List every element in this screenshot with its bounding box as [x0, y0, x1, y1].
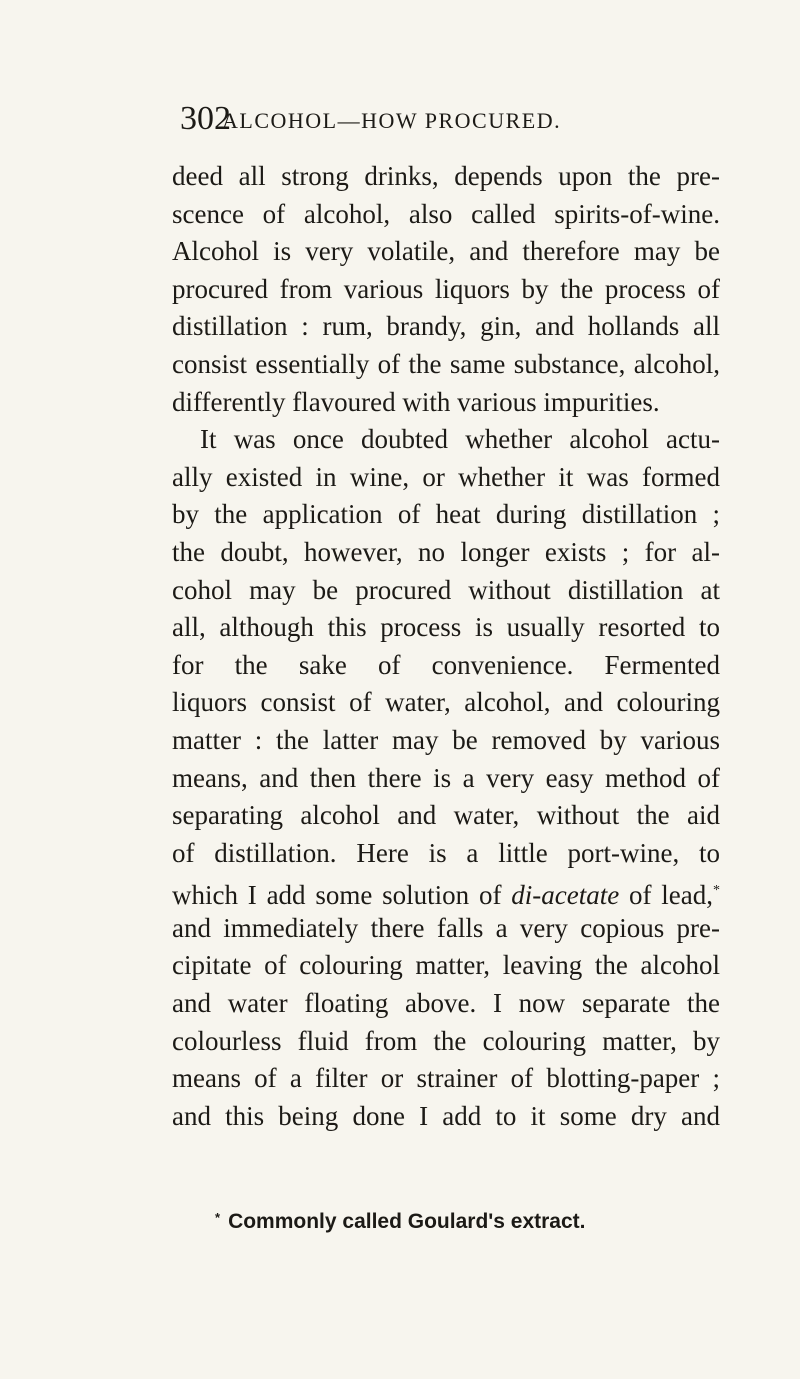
- text-segment: of lead,: [619, 880, 713, 911]
- page-header: [180, 100, 740, 140]
- text-line: the doubt, however, no longer exists ; for al-: [172, 536, 720, 567]
- text-line: and immediately there falls a very copious pre-: [172, 912, 720, 943]
- text-segment: which I add some solution of: [172, 880, 512, 911]
- text-line: and water floating above. I now separate the: [172, 988, 720, 1019]
- text-line: liquors consist of water, alcohol, and colouring: [172, 687, 720, 718]
- text-line: consist essentially of the same substance, alcohol,: [172, 348, 720, 379]
- text-line: colourless fluid from the colouring matter, by: [172, 1025, 720, 1056]
- text-line: separating alcohol and water, without the aid: [172, 800, 720, 831]
- footnote-reference[interactable]: *: [713, 883, 720, 899]
- footnote: [215, 1210, 586, 1234]
- text-line: cohol may be procured without distillation at: [172, 574, 720, 605]
- page-number: 302: [180, 100, 231, 137]
- text-line: distillation : rum, brandy, gin, and hollands all: [172, 311, 720, 342]
- text-line: by the application of heat during distillation ;: [172, 499, 720, 530]
- text-line: means of a filter or strainer of blotting-paper ;: [172, 1063, 720, 1094]
- text-line: deed all strong drinks, depends upon the pre-: [172, 161, 720, 191]
- text-line: cipitate of colouring matter, leaving the alcohol: [172, 950, 720, 981]
- text-line: and this being done I add to it some dry and: [172, 1100, 720, 1131]
- footnote-text: Commonly called Goulard's extract.: [228, 1210, 586, 1233]
- paragraph-start-line: It was once doubted whether alcohol actu-: [200, 424, 720, 455]
- text-line: scence of alcohol, also called spirits-of-wine.: [172, 198, 720, 229]
- text-line: procured from various liquors by the process of: [172, 273, 720, 304]
- text-line: for the sake of convenience. Fermented: [172, 649, 720, 680]
- text-line: all, although this process is usually resorted to: [172, 612, 720, 643]
- body-text: [172, 158, 720, 1135]
- footnote-mark: *: [215, 1210, 221, 1225]
- text-line: differently flavoured with various impurities.: [172, 386, 660, 417]
- text-line: matter : the latter may be removed by various: [172, 724, 720, 755]
- text-line: means, and then there is a very easy method of: [172, 762, 720, 793]
- running-head: ALCOHOL—HOW PROCURED.: [222, 108, 562, 133]
- italic-term: di-acetate: [511, 880, 620, 911]
- text-line: of distillation. Here is a little port-wine, to: [172, 837, 720, 868]
- text-line: Alcohol is very volatile, and therefore may be: [172, 236, 720, 267]
- text-line: ally existed in wine, or whether it was formed: [172, 461, 720, 492]
- text-line-with-footnote-ref: [172, 872, 720, 910]
